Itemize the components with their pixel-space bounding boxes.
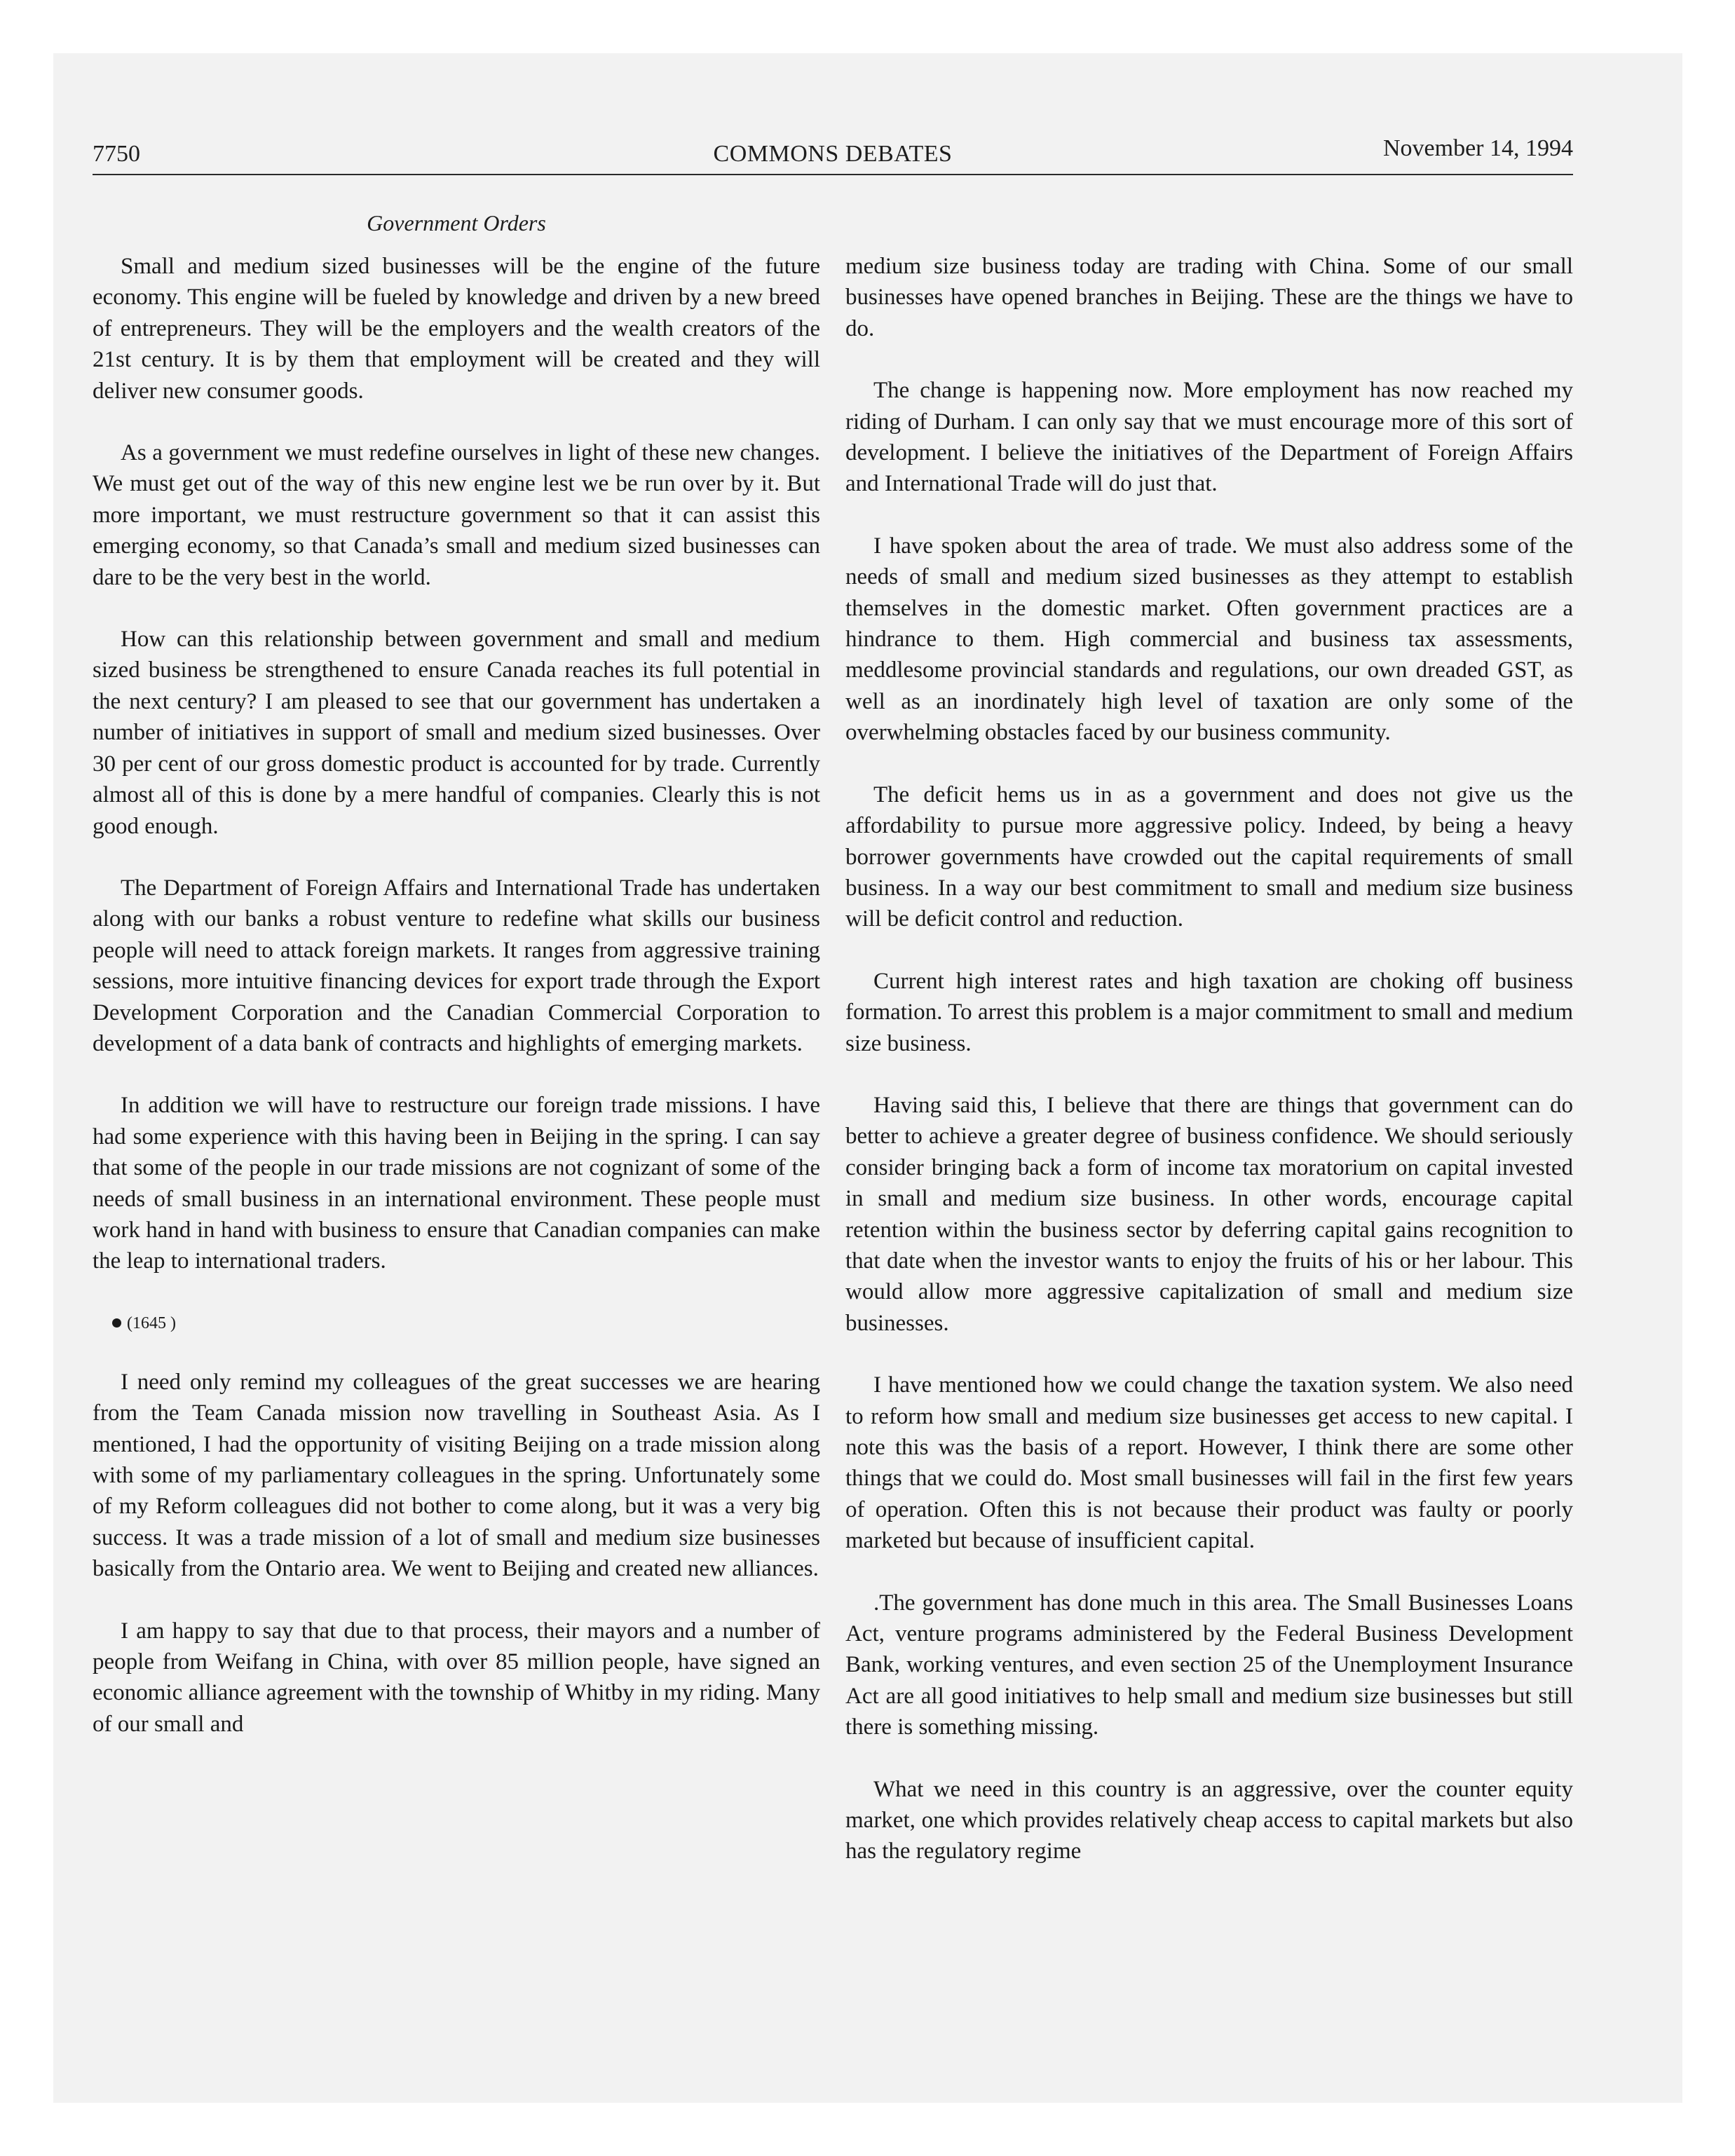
header-rule (93, 174, 1573, 175)
paragraph: I have mentioned how we could change the taxation system. We also need to reform how small and medium size businesses get access to new capital. I note this was the basis of a report. However, I think there are some other things that we could do. Most small businesses will fail in the first few years of operation. Often this is not because their product was faulty or poorly marketed but because of insufficient capital. (845, 1372, 1573, 1554)
page-number: 7750 (93, 141, 140, 167)
paragraph: I am happy to say that due to that process, their mayors and a number of people from Weifang in China, with over 85 million people, have signed an economic alliance agreement with the township of Whitby in my riding. Many of our small and (93, 1618, 820, 1737)
right-column (845, 251, 1573, 1898)
paragraph: In addition we will have to restructure our foreign trade missions. I have had some experience with this having been in Beijing in the spring. I can say that some of the people in our trade missions are not cognizant of some of the needs of small business in an international environment. These people must work hand in hand with business to ensure that Canadian companies can make the leap to international traders. (93, 1093, 820, 1274)
paragraph: What we need in this country is an aggressive, over the counter equity market, one which provides relatively cheap access to capital markets but also has the regulatory regime (845, 1776, 1573, 1864)
journal-title: COMMONS DEBATES (713, 141, 953, 167)
time-marker-text: (1645 ) (127, 1314, 176, 1332)
bullet-icon (112, 1318, 121, 1328)
paragraph: The deficit hems us in as a government and does not give us the affordability to pursue more aggressive policy. Indeed, by being a heavy borrower governments have crowded out the capital requirements of small business. In a way our best commitment to small and medium size business will be deficit control and reduction. (845, 782, 1573, 932)
paragraph: .The government has done much in this area. The Small Businesses Loans Act, venture programs administered by the Federal Business Development Bank, working ventures, and even section 25 of the Unemployment Insurance Act are all good initiatives to help small and medium size businesses but still there is something missing. (845, 1590, 1573, 1740)
time-marker (93, 1308, 820, 1339)
paragraph: How can this relationship between government and small and medium sized business be strengthened to ensure Canada reaches its full potential in the next century? I am pleased to see that our government has undertaken a number of initiatives in support of small and medium sized businesses. Over 30 per cent of our gross domestic product is accounted for by trade. Currently almost all of this is done by a mere handful of companies. Clearly this is not good enough. (93, 627, 820, 839)
paragraph: Small and medium sized businesses will be the engine of the future economy. This engine will be fueled by knowledge and driven by a new breed of entrepreneurs. They will be the employers and the wealth creators of the 21st century. It is by them that employment will be created and they will deliver new consumer goods. (93, 254, 820, 404)
paragraph: I need only remind my colleagues of the great successes we are hearing from the Team Canada mission now travelling in Southeast Asia. As I mentioned, I had the opportunity of visiting Beijing on a trade mission along with some of my parliamentary colleagues in the spring. Unfortunately some of my Reform colleagues did not bother to come along, but it was a very big success. It was a trade mission of a lot of small and medium size businesses basically from the Ontario area. We went to Beijing and created new alliances. (93, 1369, 820, 1582)
left-column (93, 251, 820, 1770)
paragraph: The change is happening now. More employment has now reached my riding of Durham. I can only say that we must encourage more of this sort of development. I believe the initiatives of the Department of Foreign Affairs and International Trade will do just that. (845, 378, 1573, 497)
paragraph: As a government we must redefine ourselves in light of these new changes. We must get out of the way of this new engine lest we be run over by it. But more important, we must restructure government so that it can assist this emerging economy, so that Canada’s small and medium sized businesses can dare to be the very best in the world. (93, 440, 820, 590)
paragraph: Having said this, I believe that there are things that government can do better to achieve a greater degree of business confidence. We should seriously consider bringing back a form of income tax moratorium on capital invested in small and medium size business. In other words, encourage capital retention within the business sector by deferring capital gains recognition to that date when the investor wants to enjoy the fruits of his or her labour. This would allow more aggressive capitalization of small and medium size businesses. (845, 1092, 1573, 1336)
page-header (93, 135, 1573, 183)
section-title: Government Orders (367, 210, 546, 236)
header-date: November 14, 1994 (1382, 135, 1573, 161)
paragraph: Current high interest rates and high taxation are choking off business formation. To arrest this problem is a major commitment to small and medium size business. (845, 968, 1573, 1056)
paragraph: The Department of Foreign Affairs and International Trade has undertaken along with our banks a robust venture to redefine what skills our business people will need to attack foreign markets. It ranges from aggressive training sessions, more intuitive financing devices for export trade through the Export Development Corporation and the Canadian Commercial Corporation to development of a data bank of contracts and highlights of emerging markets. (93, 875, 820, 1056)
paragraph: I have spoken about the area of trade. We must also address some of the needs of small and medium sized businesses as they attempt to establish themselves in the domestic market. Often government practices are a hindrance to them. High commercial and business tax assessments, meddlesome provincial standards and regulations, our own dreaded GST, as well as an inordinately high level of taxation are only some of the overwhelming obstacles faced by our business community. (845, 533, 1573, 746)
page-sheet (53, 53, 1682, 2103)
paragraph: medium size business today are trading with China. Some of our small businesses have opened branches in Beijing. These are the things we have to do. (845, 254, 1573, 341)
